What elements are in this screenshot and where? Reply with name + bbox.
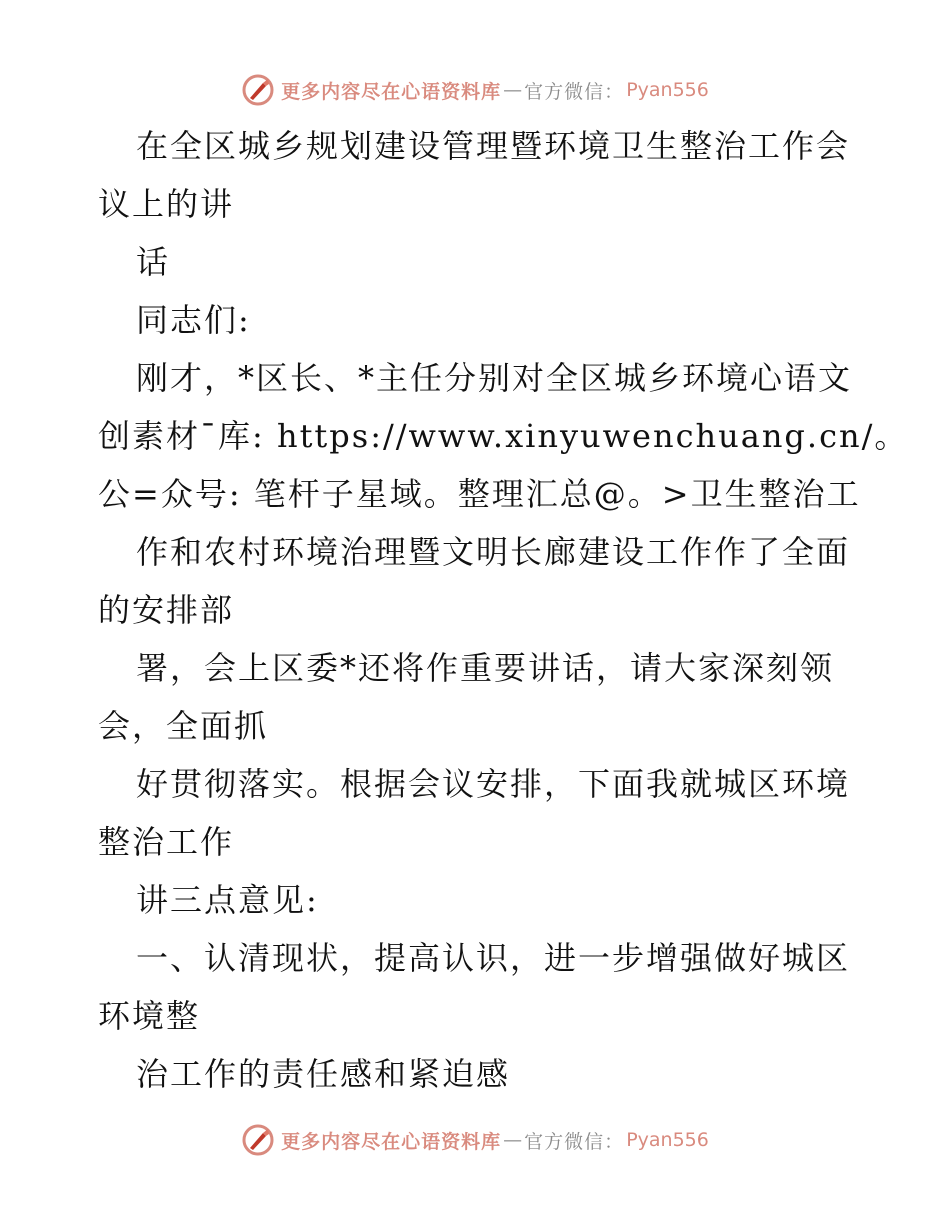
text-line: 议上的讲 — [98, 185, 235, 223]
quill-logo-icon — [241, 1123, 275, 1157]
text-line: 话 — [136, 243, 171, 281]
header-watermark — [0, 70, 950, 110]
text-line: 会，全面抓 — [98, 707, 269, 745]
text-line: 讲三点意见: — [136, 881, 319, 919]
watermark-brand: 更多内容尽在心语资料库 — [281, 1130, 502, 1153]
document-body — [98, 117, 909, 1103]
watermark-contact-label: 官方微信： — [524, 1130, 625, 1153]
footer-watermark — [0, 1120, 950, 1160]
text-line: 创素材¯库: https://www.xinyuwenchuang.cn/。 — [98, 417, 909, 455]
watermark-handle: Pyan556 — [626, 79, 709, 101]
text-line: 好贯彻落实。根据会议安排，下面我就城区环境 — [136, 765, 851, 803]
text-line: 环境整 — [98, 997, 201, 1035]
text-line: 同志们: — [136, 301, 251, 339]
watermark-brand: 更多内容尽在心语资料库 — [281, 80, 502, 103]
text-line: 整治工作 — [98, 823, 235, 861]
watermark-handle: Pyan556 — [626, 1129, 709, 1151]
quill-logo-icon — [241, 73, 275, 107]
text-line: 治工作的责任感和紧迫感 — [136, 1055, 511, 1093]
text-line: 一、认清现状，提高认识，进一步增强做好城区 — [136, 939, 851, 977]
watermark-separator: — — [503, 1129, 523, 1151]
text-line: 署，会上区委*还将作重要讲话，请大家深刻领 — [136, 649, 835, 687]
watermark-separator: — — [503, 79, 523, 101]
text-line: 刚才，*区长、*主任分别对全区城乡环境心语文 — [136, 359, 853, 397]
text-line: 在全区城乡规划建设管理暨环境卫生整治工作会 — [136, 127, 851, 165]
text-line: 的安排部 — [98, 591, 235, 629]
text-line: 作和农村环境治理暨文明长廊建设工作作了全面 — [136, 533, 851, 571]
text-line: 公=众号: 笔杆子星域。整理汇总@。>卫生整治工 — [98, 475, 861, 513]
watermark-contact-label: 官方微信： — [524, 80, 625, 103]
